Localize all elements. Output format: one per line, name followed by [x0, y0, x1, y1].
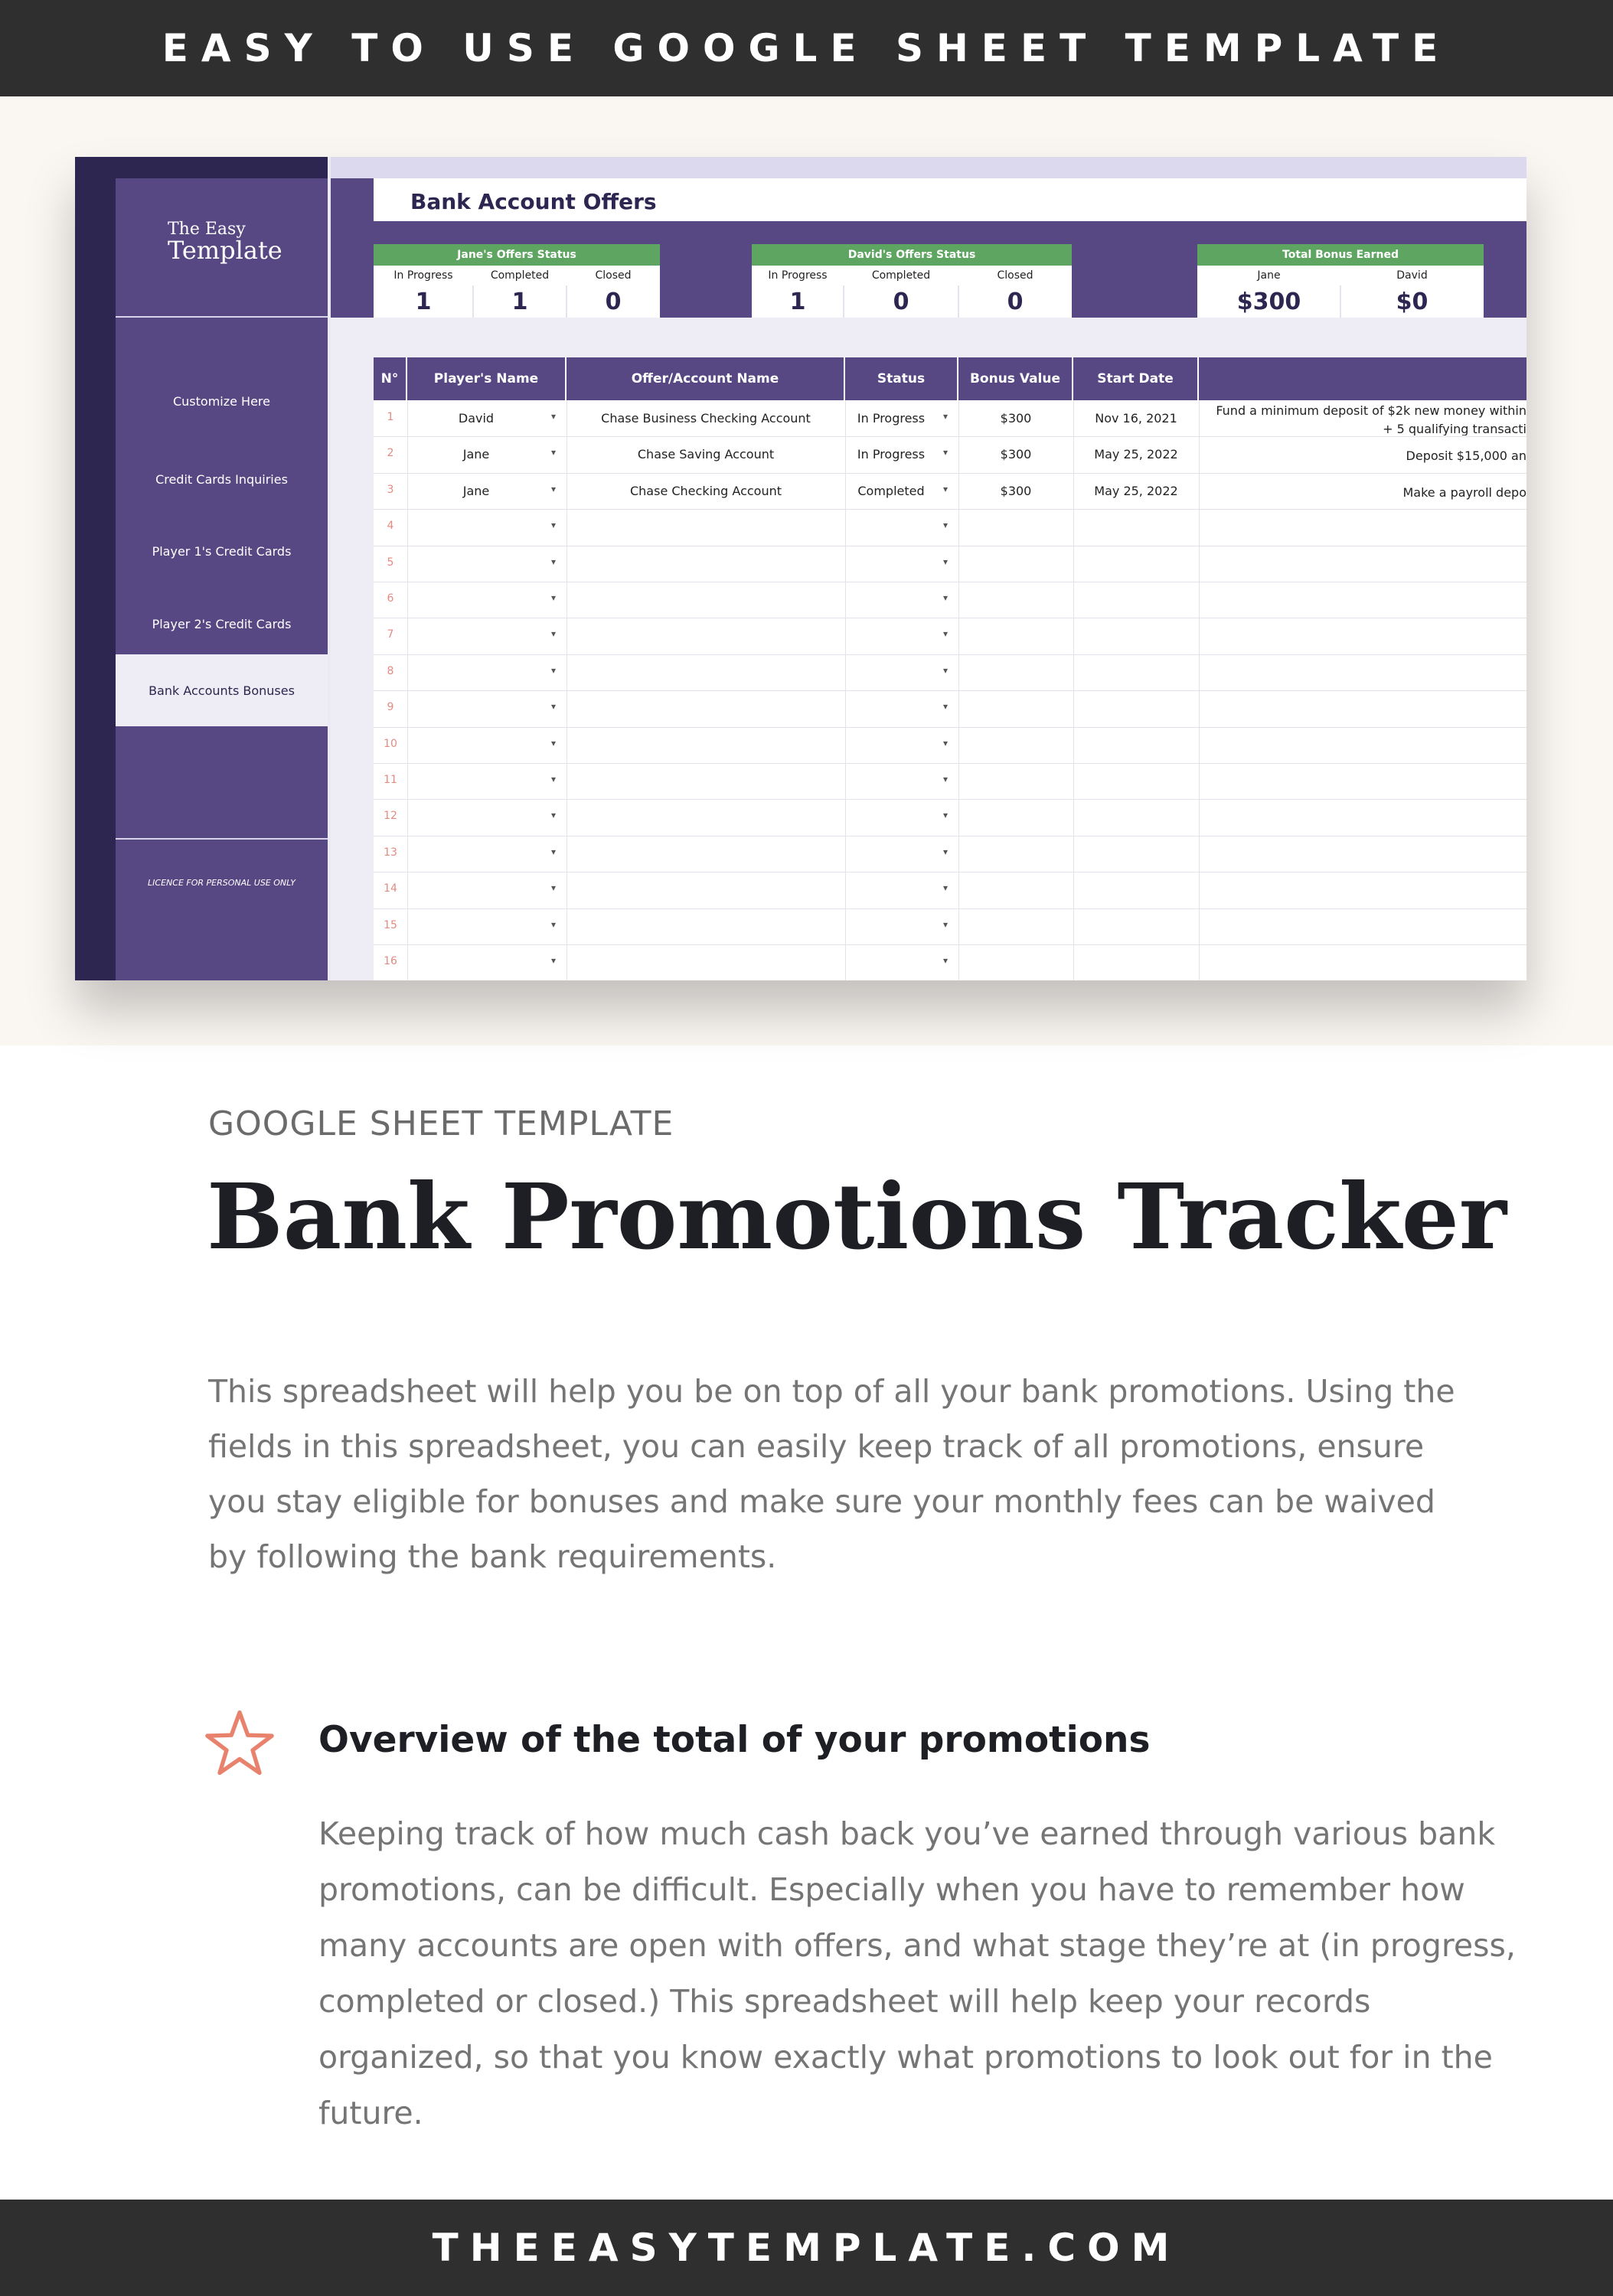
- row-number: 16: [384, 955, 397, 967]
- grid-row-line: [374, 654, 1526, 655]
- star-icon: [205, 1710, 274, 1776]
- david-status-card: [752, 244, 1072, 318]
- row-number: 15: [384, 918, 397, 931]
- column-header-num[interactable]: N°: [374, 357, 407, 400]
- status-cell[interactable]: In Progress: [857, 411, 926, 426]
- player-cell[interactable]: Jane: [462, 447, 490, 462]
- eyebrow: GOOGLE SHEET TEMPLATE: [208, 1104, 674, 1143]
- row-number: 2: [387, 447, 394, 460]
- player-dropdown-caret-icon[interactable]: ▾: [551, 882, 557, 894]
- player-dropdown-caret-icon[interactable]: ▾: [551, 810, 557, 821]
- row-number: 6: [387, 592, 394, 605]
- row-number: 8: [387, 664, 394, 677]
- sidebar-top-strip: [116, 157, 328, 178]
- offer-cell[interactable]: Chase Saving Account: [637, 447, 775, 462]
- row-number: 12: [384, 810, 397, 823]
- notes-line: + 5 qualifying transacti: [1383, 422, 1526, 435]
- row-number: 5: [387, 556, 394, 569]
- card-title: Total Bonus Earned: [1197, 244, 1484, 266]
- bottom-banner-text: THEEASYTEMPLATE.COM: [432, 2226, 1181, 2270]
- grid-row-line: [374, 509, 1526, 510]
- card-value: 1: [789, 288, 806, 315]
- status-dropdown-caret-icon[interactable]: ▾: [943, 592, 949, 603]
- status-dropdown-caret-icon[interactable]: ▾: [943, 882, 949, 894]
- card-title: Jane's Offers Status: [374, 244, 660, 266]
- sidebar-divider: [116, 316, 328, 318]
- card-value: 0: [893, 288, 909, 315]
- column-header-bonus[interactable]: Bonus Value: [958, 357, 1073, 400]
- card-value: $0: [1396, 288, 1429, 315]
- player-dropdown-caret-icon[interactable]: ▾: [551, 918, 557, 930]
- card-header: Closed: [997, 269, 1033, 282]
- row-number: 14: [384, 882, 397, 895]
- jane-status-card: [374, 244, 660, 318]
- grid-row-line: [374, 908, 1526, 909]
- feature-title: Overview of the total of your promotions: [318, 1719, 1151, 1761]
- card-header: Completed: [871, 269, 931, 282]
- notes-line: Make a payroll depo: [1402, 484, 1526, 500]
- page-title: Bank Promotions Tracker: [207, 1163, 1507, 1270]
- status-dropdown-caret-icon[interactable]: ▾: [943, 411, 949, 422]
- status-dropdown-caret-icon[interactable]: ▾: [943, 846, 949, 857]
- main-top-strip: [331, 157, 1526, 178]
- logo: [168, 221, 282, 263]
- feature-body: Keeping track of how much cash back you’ve earned through various bank promotions, can be difficult. Especially when you have to remember how many accounts are open with offers, and what stage they’re at (in progress, completed or closed.) This spreadsheet will help keep your records organized, so that you know exactly what promotions to look out for in the future.: [318, 1815, 1516, 2131]
- player-dropdown-caret-icon[interactable]: ▾: [551, 483, 557, 494]
- column-header-status[interactable]: Status: [845, 357, 958, 400]
- row-number: 7: [387, 628, 394, 641]
- player-dropdown-caret-icon[interactable]: ▾: [551, 556, 557, 567]
- bottom-banner: [0, 2200, 1613, 2296]
- player-dropdown-caret-icon[interactable]: ▾: [551, 664, 557, 676]
- player-dropdown-caret-icon[interactable]: ▾: [551, 955, 557, 966]
- notes-cell[interactable]: [1199, 484, 1526, 502]
- card-value: 1: [415, 288, 432, 315]
- logo-line2: Template: [168, 236, 282, 265]
- player-cell[interactable]: David: [458, 411, 495, 426]
- status-dropdown-caret-icon[interactable]: ▾: [943, 955, 949, 966]
- player-dropdown-caret-icon[interactable]: ▾: [551, 774, 557, 784]
- status-dropdown-caret-icon[interactable]: ▾: [943, 664, 949, 676]
- sidebar-item-player1[interactable]: Player 1's Credit Cards: [152, 544, 292, 559]
- card-header: Closed: [595, 269, 632, 282]
- status-dropdown-caret-icon[interactable]: ▾: [943, 447, 949, 458]
- grid-row-line: [374, 727, 1526, 728]
- sidebar-item-customize[interactable]: Customize Here: [172, 394, 270, 409]
- status-cell[interactable]: In Progress: [857, 447, 926, 462]
- card-header: Jane: [1257, 269, 1281, 282]
- total-bonus-card: [1197, 244, 1484, 318]
- column-header-player[interactable]: Player's Name: [407, 357, 567, 400]
- player-dropdown-caret-icon[interactable]: ▾: [551, 628, 557, 640]
- status-dropdown-caret-icon[interactable]: ▾: [943, 810, 949, 821]
- grid-row-line: [374, 944, 1526, 945]
- sidebar-item-player2[interactable]: Player 2's Credit Cards: [152, 617, 292, 631]
- sheet-title-bar: [374, 178, 1526, 221]
- start-date-cell[interactable]: May 25, 2022: [1094, 447, 1178, 462]
- start-date-cell[interactable]: May 25, 2022: [1094, 483, 1178, 498]
- card-value: 0: [1007, 288, 1024, 315]
- licence-text: LICENCE FOR PERSONAL USE ONLY: [148, 878, 295, 888]
- intro-paragraph: This spreadsheet will help you be on top of all your bank promotions. Using the fields in this spreadsheet, you can easily keep track of all promotions, ensure you stay eligible for bonuses and make sure your monthly fees can be waived by following the bank requirements.: [208, 1373, 1455, 1575]
- sheet-rail: [75, 157, 116, 980]
- grid-row-line: [374, 836, 1526, 837]
- status-dropdown-caret-icon[interactable]: ▾: [943, 774, 949, 784]
- column-header-start[interactable]: Start Date: [1073, 357, 1199, 400]
- card-header: David: [1396, 269, 1428, 282]
- player-dropdown-caret-icon[interactable]: ▾: [551, 447, 557, 458]
- player-dropdown-caret-icon[interactable]: ▾: [551, 846, 557, 857]
- logo-line1: The Easy: [168, 220, 246, 239]
- top-banner: [0, 0, 1613, 96]
- row-number: 10: [384, 737, 397, 750]
- card-header: Completed: [490, 269, 550, 282]
- sidebar-item-inquiries[interactable]: Credit Cards Inquiries: [155, 472, 288, 487]
- row-number: 3: [387, 483, 394, 496]
- row-number: 9: [387, 701, 394, 714]
- bonus-cell[interactable]: $300: [1000, 447, 1032, 462]
- player-cell[interactable]: Jane: [462, 483, 490, 498]
- row-number: 11: [384, 774, 397, 786]
- start-date-cell[interactable]: Nov 16, 2021: [1095, 411, 1177, 426]
- card-value: 1: [511, 288, 528, 315]
- status-dropdown-caret-icon[interactable]: ▾: [943, 628, 949, 640]
- card-header: In Progress: [768, 269, 828, 282]
- spreadsheet-screenshot: [75, 157, 1526, 980]
- notes-line: Fund a minimum deposit of $2k new money within: [1216, 403, 1526, 418]
- player-dropdown-caret-icon[interactable]: ▾: [551, 701, 557, 713]
- player-dropdown-caret-icon[interactable]: ▾: [551, 411, 557, 422]
- top-banner-text: EASY TO USE GOOGLE SHEET TEMPLATE: [162, 26, 1451, 70]
- sidebar: [116, 178, 328, 980]
- card-title: David's Offers Status: [752, 244, 1072, 266]
- status-dropdown-caret-icon[interactable]: ▾: [943, 737, 949, 748]
- row-number: 4: [387, 520, 394, 533]
- column-header-offer[interactable]: Offer/Account Name: [567, 357, 845, 400]
- grid-row-line: [374, 763, 1526, 764]
- bonus-cell[interactable]: $300: [1000, 483, 1032, 498]
- notes-line: Deposit $15,000 an: [1406, 448, 1526, 464]
- grid-row-line: [374, 473, 1526, 474]
- status-dropdown-caret-icon[interactable]: ▾: [943, 520, 949, 531]
- notes-cell[interactable]: [1199, 402, 1526, 435]
- card-value: $300: [1236, 288, 1301, 315]
- status-dropdown-caret-icon[interactable]: ▾: [943, 701, 949, 713]
- sidebar-divider: [116, 838, 328, 840]
- column-header-notes[interactable]: [1199, 357, 1526, 400]
- row-number: 1: [387, 411, 394, 423]
- offer-cell[interactable]: Chase Checking Account: [629, 483, 782, 498]
- grid-row-line: [374, 799, 1526, 800]
- status-dropdown-caret-icon[interactable]: ▾: [943, 556, 949, 567]
- player-dropdown-caret-icon[interactable]: ▾: [551, 737, 557, 748]
- card-header: In Progress: [393, 269, 453, 282]
- grid-row-line: [374, 436, 1526, 437]
- sidebar-item-bank[interactable]: Bank Accounts Bonuses: [116, 654, 328, 726]
- status-dropdown-caret-icon[interactable]: ▾: [943, 918, 949, 930]
- notes-cell[interactable]: [1199, 447, 1526, 465]
- bonus-cell[interactable]: $300: [1000, 411, 1032, 426]
- card-value: 0: [605, 288, 622, 315]
- offer-cell[interactable]: Chase Business Checking Account: [601, 411, 811, 426]
- grid-row-line: [374, 690, 1526, 691]
- player-dropdown-caret-icon[interactable]: ▾: [551, 592, 557, 603]
- player-dropdown-caret-icon[interactable]: ▾: [551, 520, 557, 531]
- status-dropdown-caret-icon[interactable]: ▾: [943, 483, 949, 494]
- sheet-title: Bank Account Offers: [410, 189, 657, 214]
- row-number: 13: [384, 846, 397, 859]
- status-cell[interactable]: Completed: [857, 483, 925, 498]
